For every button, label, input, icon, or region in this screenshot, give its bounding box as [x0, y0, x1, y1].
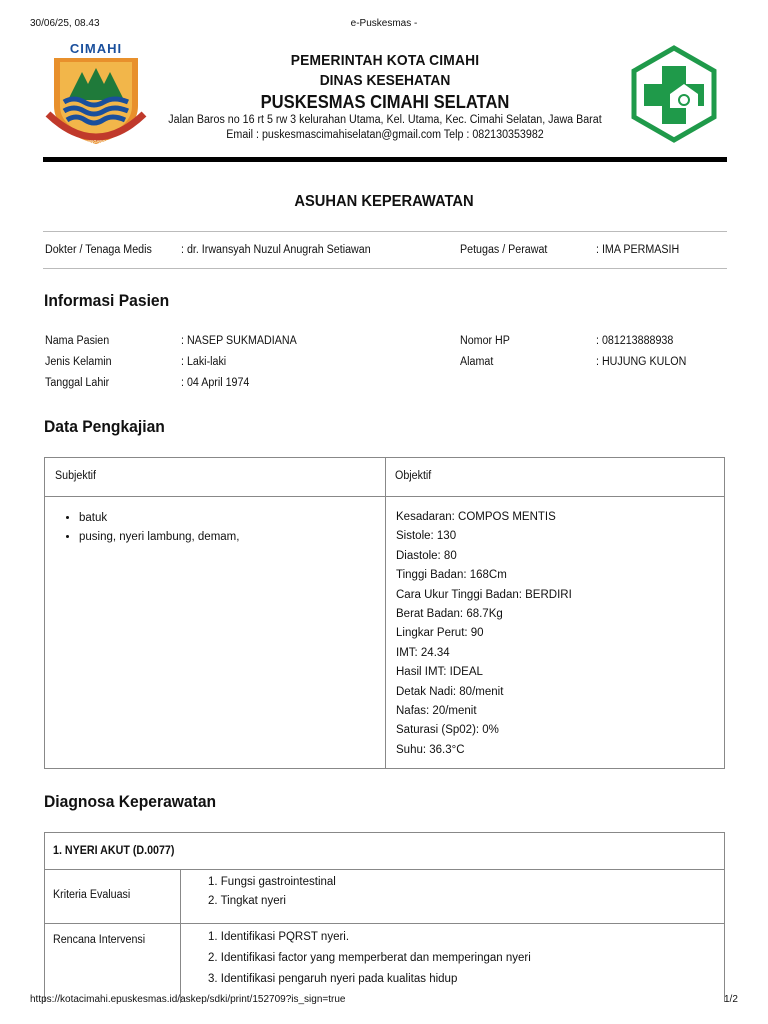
objective-list — [396, 508, 572, 760]
document-title: ASUHAN KEPERAWATAN — [294, 193, 474, 210]
diagnosis-title: 1. NYERI AKUT (D.0077) — [53, 845, 175, 857]
objective-item: Berat Badan: 68.7Kg — [396, 608, 503, 621]
patient-gender-value: : Laki-laki — [181, 356, 227, 368]
objective-item: Hasil IMT: IDEAL — [396, 666, 483, 679]
patient-gender-label: Jenis Kelamin — [45, 356, 112, 368]
subjective-item: • pusing, nyeri lambung, demam, — [79, 528, 239, 547]
nurse-value: : IMA PERMASIH — [596, 244, 680, 256]
criteria-item: 1. Fungsi gastrointestinal — [208, 876, 336, 888]
org-address: Jalan Baros no 16 rt 5 rw 3 kelurahan Utama, Kel. Utama, Kec. Cimahi Selatan, Jawa Barat — [168, 114, 602, 126]
org-government: PEMERINTAH KOTA CIMAHI — [290, 52, 480, 69]
doctor-label: Dokter / Tenaga Medis — [45, 244, 152, 256]
patient-name-value: : NASEP SUKMADIANA — [181, 335, 297, 347]
objective-item: Saturasi (Sp02): 0% — [396, 724, 499, 737]
patient-name-label: Nama Pasien — [45, 335, 110, 347]
objective-item: Nafas: 20/menit — [396, 705, 477, 718]
diagnosis-table — [44, 832, 725, 1002]
intervention-item: 2. Identifikasi factor yang memperberat dan memperingan nyeri — [208, 952, 531, 964]
criteria-list — [208, 873, 336, 911]
intervention-item: 3. Identifikasi pengaruh nyeri pada kualitas hidup — [208, 973, 458, 985]
objective-item: Lingkar Perut: 90 — [396, 627, 484, 640]
subjective-header: Subjektif — [55, 470, 97, 482]
footer-page-number: 1/2 — [724, 994, 738, 1005]
patient-address-label: Alamat — [460, 356, 494, 368]
objective-item: Tinggi Badan: 168Cm — [396, 569, 507, 582]
print-page-title: e-Puskesmas - — [350, 18, 418, 29]
diagnosis-heading: Diagnosa Keperawatan — [44, 792, 217, 811]
patient-info-heading: Informasi Pasien — [44, 291, 170, 310]
assessment-header-divider — [45, 496, 724, 497]
criteria-item: 2. Tingkat nyeri — [208, 895, 286, 907]
patient-phone-label: Nomor HP — [460, 335, 510, 347]
org-contact: Email : puskesmascimahiselatan@gmail.com Telp : 082130353982 — [226, 129, 544, 141]
patient-address-value: : HUJUNG KULON — [596, 356, 687, 368]
intervention-list — [208, 927, 531, 990]
objective-item: Detak Nadi: 80/menit — [396, 685, 504, 698]
patient-phone-value: : 081213888938 — [596, 335, 674, 347]
header-divider — [43, 157, 727, 162]
org-department: DINAS KESEHATAN — [319, 72, 451, 89]
svg-text:CIMAHI: CIMAHI — [69, 41, 123, 56]
org-clinic-name: PUSKESMAS CIMAHI SELATAN — [260, 92, 510, 112]
objective-item: Sistole: 130 — [396, 530, 457, 543]
intervention-label: Rencana Intervensi — [53, 934, 146, 946]
doctor-value: : dr. Irwansyah Nuzul Anugrah Setiawan — [181, 244, 371, 256]
diagnosis-title-divider — [45, 869, 724, 870]
objective-item: Suhu: 36.3°C — [396, 743, 465, 756]
objective-item: Diastole: 80 — [396, 549, 457, 562]
assessment-table — [44, 457, 725, 769]
staff-bottom-divider — [43, 268, 727, 269]
criteria-label: Kriteria Evaluasi — [53, 889, 131, 901]
subjective-item: • batuk — [79, 509, 239, 528]
staff-top-divider — [43, 231, 727, 232]
assessment-heading: Data Pengkajian — [44, 417, 165, 436]
objective-item: Kesadaran: COMPOS MENTIS — [396, 511, 556, 523]
puskesmas-logo — [628, 44, 720, 144]
footer-url: https://kotacimahi.epuskesmas.id/askep/sdki/print/152709?is_sign=true — [30, 994, 346, 1005]
svg-text:SAUYUNAN SILIHANGANGGAR JATI W: SAUYUNAN SILIHANGANGGAR JATI WANGI — [52, 139, 140, 144]
diagnosis-column-divider — [180, 869, 181, 1003]
objective-header: Objektif — [395, 470, 432, 482]
assessment-column-divider — [385, 458, 386, 768]
criteria-divider — [45, 923, 724, 924]
patient-dob-label: Tanggal Lahir — [45, 377, 110, 389]
intervention-item: 1. Identifikasi PQRST nyeri. — [208, 931, 350, 943]
objective-item: Cara Ukur Tinggi Badan: BERDIRI — [396, 588, 572, 601]
objective-item: IMT: 24.34 — [396, 646, 450, 659]
nurse-label: Petugas / Perawat — [460, 244, 548, 256]
patient-dob-value: : 04 April 1974 — [181, 377, 250, 389]
print-datetime: 30/06/25, 08.43 — [30, 18, 100, 29]
subjective-list — [57, 509, 239, 547]
cimahi-city-logo — [40, 40, 152, 152]
